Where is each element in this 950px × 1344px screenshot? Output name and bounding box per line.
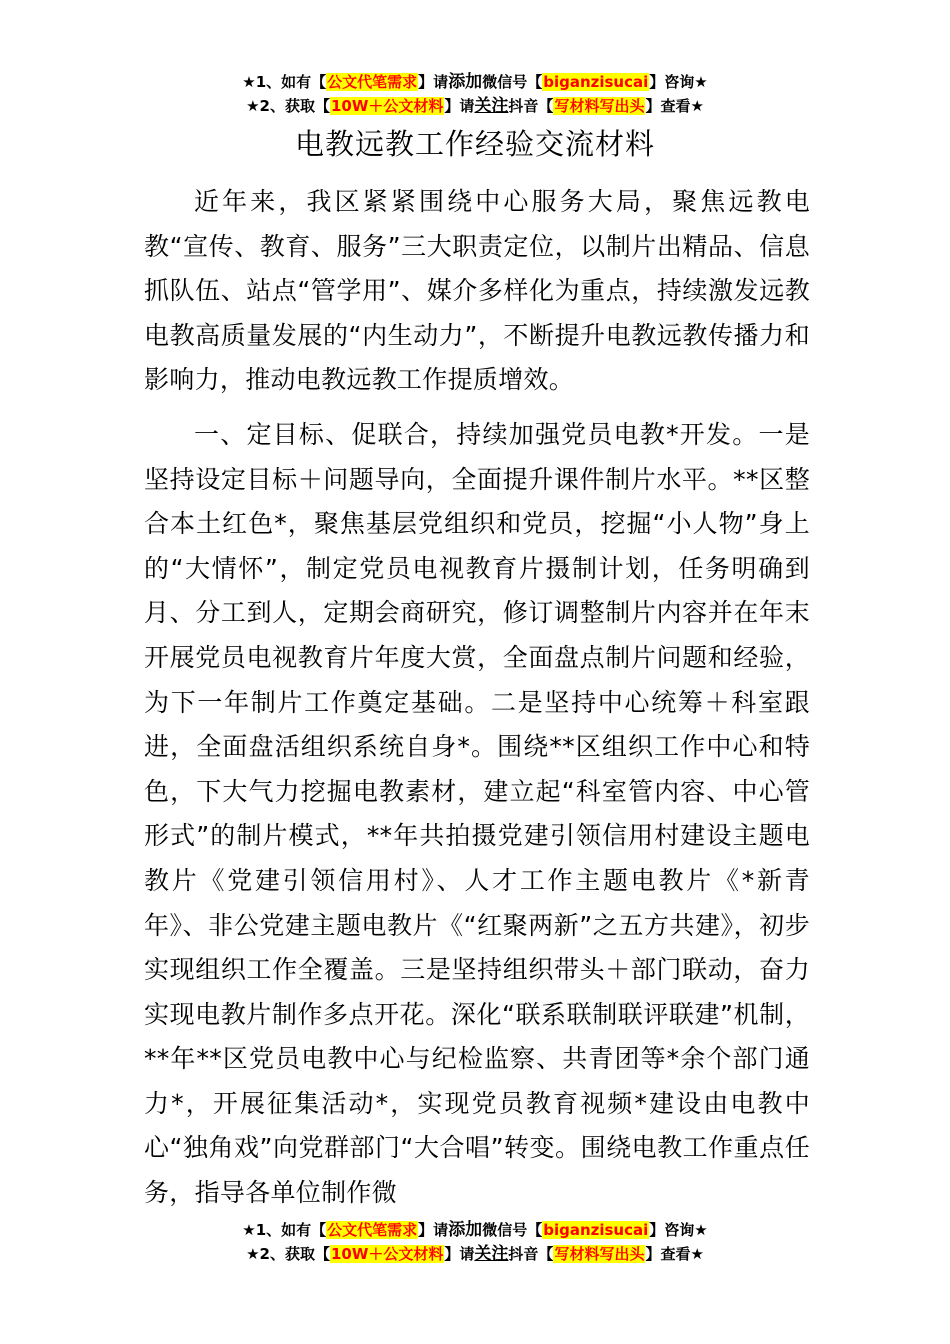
banner-highlight-service: 公文代笔需求 [327, 73, 418, 91]
banner-highlight-service: 公文代笔需求 [327, 1221, 418, 1239]
banner-text: 】请 [418, 1221, 449, 1239]
banner-highlight-douyin: 写材料写出头 [554, 97, 645, 115]
banner-text: ★2、获取【 [246, 1245, 330, 1263]
banner-line-2 [0, 94, 950, 118]
banner-text: 】咨询★ [649, 73, 708, 91]
banner-text: 】请 [444, 1245, 475, 1263]
banner-text: 抖音【 [508, 97, 554, 115]
header-banner [0, 70, 950, 118]
banner-text: 抖音【 [508, 1245, 554, 1263]
banner-line-1 [0, 1218, 950, 1242]
banner-highlight-wechat: biganzisucai [543, 73, 649, 91]
banner-text: 微信号【 [482, 73, 543, 91]
banner-line-2 [0, 1242, 950, 1266]
banner-text: 】查看★ [645, 1245, 704, 1263]
banner-text: 关注 [474, 1244, 509, 1264]
banner-highlight-materials: 10W＋公文材料 [330, 1245, 444, 1263]
banner-line-1 [0, 70, 950, 94]
document-body [144, 180, 810, 1216]
footer-banner [0, 1218, 950, 1266]
banner-highlight-materials: 10W＋公文材料 [330, 97, 444, 115]
banner-text: 添加 [448, 72, 483, 92]
banner-text: 微信号【 [482, 1221, 543, 1239]
paragraph-intro: 近年来，我区紧紧围绕中心服务大局，聚焦远教电教“宣传、教育、服务”三大职责定位，以制片出精品、信息抓队伍、站点“管学用”、媒介多样化为重点，持续激发远教电教高质量发展的“内生动力”，不断提升电教远教传播力和影响力，推动电教远教工作提质增效。 [144, 187, 810, 395]
banner-text: 】请 [418, 73, 449, 91]
banner-text: 关注 [474, 96, 509, 116]
banner-text: 添加 [448, 1220, 483, 1240]
banner-text: ★2、获取【 [246, 97, 330, 115]
banner-highlight-wechat: biganzisucai [543, 1221, 649, 1239]
banner-highlight-douyin: 写材料写出头 [554, 1245, 645, 1263]
paragraph-section-one: 一、定目标、促联合，持续加强党员电教*开发。一是坚持设定目标＋问题导向，全面提升课件制片水平。**区整合本土红色*，聚焦基层党组织和党员，挖掘“小人物”身上的“大情怀”，制定党员电视教育片摄制计划，任务明确到月、分工到人，定期会商研究，修订调整制片内容并在年末开展党员电视教育片年度大赏，全面盘点制片问题和经验，为下一年制片工作奠定基础。二是坚持中心统筹＋科室跟进，全面盘活组织系统自身*。围绕**区组织工作中心和特色，下大气力挖掘电教素材，建立起“科室管内容、中心管形式”的制片模式，**年共拍摄党建引领信用村建设主题电教片《党建引领信用村》、人才工作主题电教片《*新青年》、非公党建主题电教片《“红聚两新”之五方共建》，初步实现组织工作全覆盖。三是坚持组织带头＋部门联动，奋力实现电教片制作多点开花。深化“联系联制联评联建”机制，**年**区党员电教中心与纪检监察、共青团等*余个部门通力*，开展征集活动*，实现党员教育视频*建设由电教中心“独角戏”向党群部门“大合唱”转变。围绕电教工作重点任务，指导各单位制作微 [144, 419, 810, 1208]
banner-text: ★1、如有【 [242, 1221, 327, 1239]
banner-text: 】查看★ [645, 97, 704, 115]
banner-text: 】请 [444, 97, 475, 115]
banner-text: ★1、如有【 [242, 73, 327, 91]
banner-text: 】咨询★ [649, 1221, 708, 1239]
document-title: 电教远教工作经验交流材料 [294, 127, 655, 161]
